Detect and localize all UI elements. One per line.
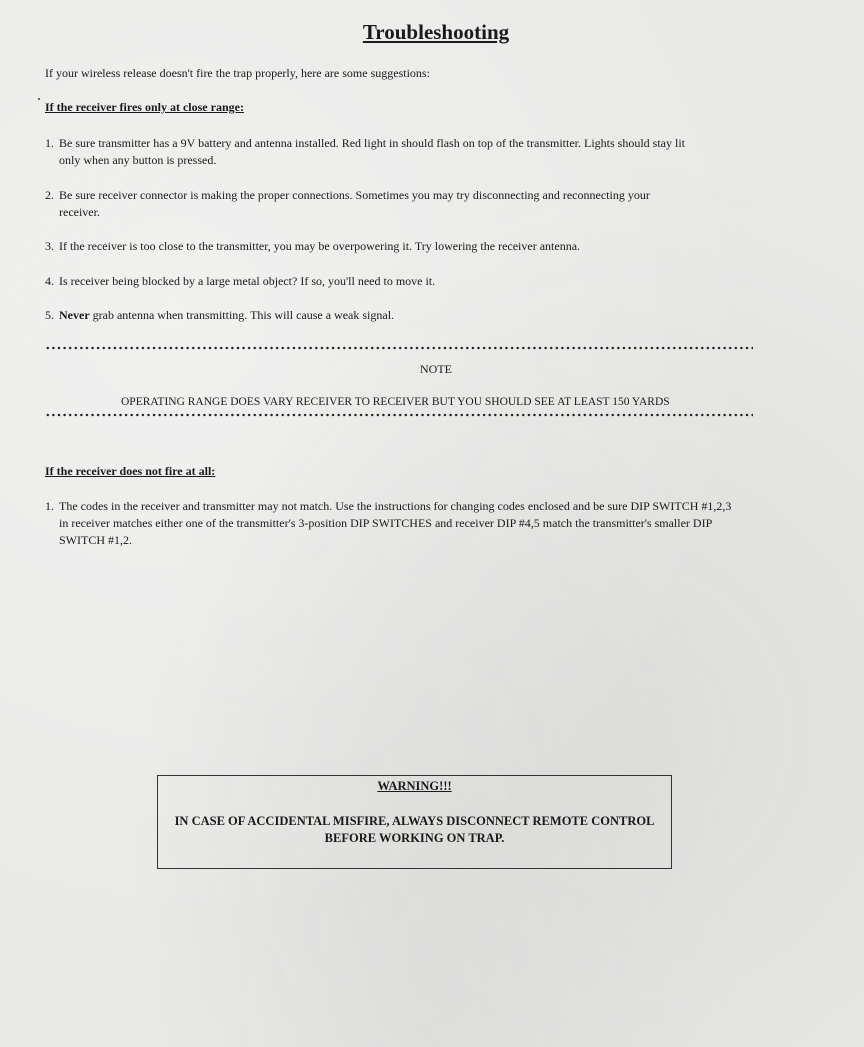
intro-text: If your wireless release doesn't fire the trap properly, here are some suggestions: (45, 66, 430, 80)
asterisk-divider-bottom (45, 413, 753, 417)
asterisk-divider-top (45, 346, 753, 350)
list-item (45, 307, 745, 324)
list-item-text (59, 307, 745, 324)
list-item (45, 238, 745, 255)
section-heading-no-fire: If the receiver does not fire at all: (45, 464, 216, 478)
list-item-number: 3. (45, 239, 54, 253)
warning-title: WARNING!!! (377, 779, 452, 793)
list-item-text: If the receiver is too close to the transmitter, you may be overpowering it. Try lowering the receiver antenna. (59, 239, 581, 253)
section-heading-close-range: If the receiver fires only at close range: (45, 100, 244, 114)
scan-mark (38, 98, 40, 100)
note-title: NOTE (420, 362, 452, 376)
list-item-number: 2. (45, 188, 54, 202)
list-item-text: Is receiver being blocked by a large metal object? If so, you'll need to move it. (59, 274, 436, 288)
warning-text-content: IN CASE OF ACCIDENTAL MISFIRE, ALWAYS DISCONNECT REMOTE CONTROL BEFORE WORKING ON TRAP. (174, 814, 655, 845)
list-item (45, 273, 745, 290)
list-item-text: Be sure transmitter has a 9V battery and antenna installed. Red light in should flash on top of the transmitter. Lights should stay lit only when any button is pressed. (59, 136, 686, 167)
warning-text (158, 813, 671, 847)
list-item (45, 135, 745, 169)
list-item-text: Be sure receiver connector is making the proper connections. Sometimes you may try disconnecting and reconnecting your receiver. (59, 188, 650, 219)
list-item-number: 1. (45, 136, 54, 150)
list-item (45, 187, 745, 221)
warning-box (157, 775, 672, 869)
list-item-text-rest: grab antenna when transmitting. This will cause a weak signal. (89, 308, 395, 322)
list-item-text: The codes in the receiver and transmitter may not match. Use the instructions for changing codes enclosed and be sure DIP SWITCH #1,2,3 in receiver matches either one of the transmitter's 3-position DIP SWITCHES and receiver DIP #4,5 match the transmitter's smaller DIP SWITCH #1,2. (59, 499, 732, 547)
bold-prefix: Never (59, 308, 90, 322)
list-item-number: 4. (45, 274, 54, 288)
list-item (45, 498, 745, 549)
note-text: OPERATING RANGE DOES VARY RECEIVER TO RECEIVER BUT YOU SHOULD SEE AT LEAST 150 YARDS (121, 396, 670, 408)
list-item-number: 5. (45, 308, 54, 322)
list-item-number: 1. (45, 499, 54, 513)
page-title: Troubleshooting (362, 20, 510, 44)
